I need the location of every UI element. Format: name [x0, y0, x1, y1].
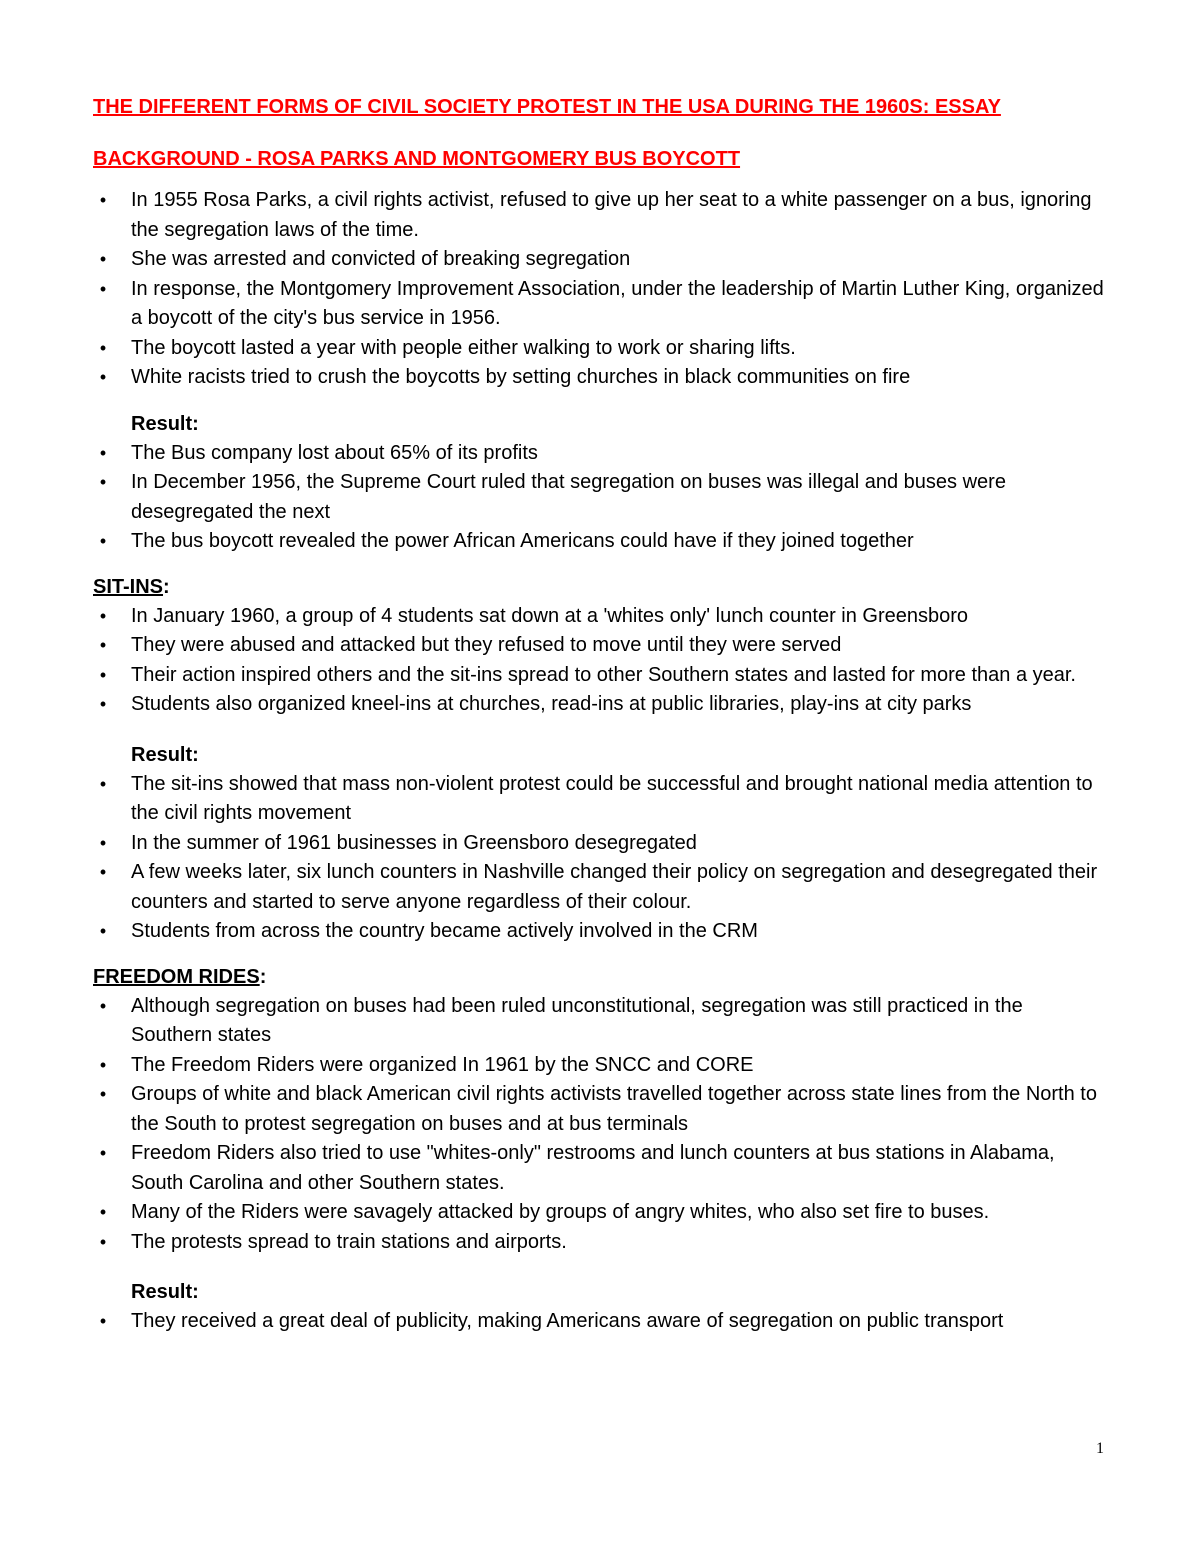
- bullet-icon: •: [99, 773, 107, 794]
- list-item: • Many of the Riders were savagely attacked by groups of angry whites, who also set fire to buses.: [93, 1198, 1108, 1228]
- bullet-icon: •: [99, 531, 107, 551]
- bullet-icon: •: [99, 472, 107, 492]
- freedom-rides-result-list: [93, 1307, 1108, 1337]
- list-item: • In the summer of 1961 businesses in Greensboro desegregated: [93, 829, 1108, 859]
- sit-ins-heading: SIT-INS:: [93, 575, 170, 598]
- list-item: • In January 1960, a group of 4 students sat down at a 'whites only' lunch counter in Greensboro: [93, 602, 1108, 632]
- list-item: • Groups of white and black American civil rights activists travelled together across state lines from the North to the South to protest segregation on buses and at bus terminals: [93, 1080, 1108, 1139]
- freedom-rides-list: [93, 992, 1108, 1258]
- bullet-icon: •: [99, 278, 107, 299]
- bullet-icon: •: [99, 1143, 107, 1163]
- list-item: • Their action inspired others and the sit-ins spread to other Southern states and lasted for more than a year.: [93, 661, 1108, 691]
- freedom-rides-heading: FREEDOM RIDES:: [93, 965, 267, 988]
- bullet-icon: •: [99, 635, 107, 655]
- bullet-icon: •: [99, 694, 107, 714]
- bullet-icon: •: [99, 832, 107, 853]
- bullet-icon: •: [99, 1054, 107, 1075]
- list-item: • White racists tried to crush the boycotts by setting churches in black communities on fire: [93, 363, 1108, 393]
- bullet-icon: •: [99, 1084, 107, 1104]
- bullet-icon: •: [99, 337, 107, 358]
- list-item: • In response, the Montgomery Improvement Association, under the leadership of Martin Luther King, organized a boycott of the city's bus service in 1956.: [93, 275, 1108, 334]
- list-item: • Although segregation on buses had been ruled unconstitutional, segregation was still practiced in the Southern states: [93, 992, 1108, 1051]
- background-result-list: [93, 439, 1108, 557]
- background-heading: BACKGROUND - ROSA PARKS AND MONTGOMERY BUS BOYCOTT: [93, 148, 741, 170]
- sit-ins-result-list: [93, 770, 1108, 947]
- sit-ins-list: [93, 602, 1108, 720]
- list-item: • Freedom Riders also tried to use "whites-only" restrooms and lunch counters at bus stations in Alabama, South Carolina and other Southern states.: [93, 1139, 1108, 1198]
- list-item: • The bus boycott revealed the power African Americans could have if they joined together: [93, 527, 1108, 557]
- background-result-label: Result:: [131, 412, 199, 435]
- freedom-rides-result-label: Result:: [131, 1281, 199, 1303]
- list-item: • The Freedom Riders were organized In 1961 by the SNCC and CORE: [93, 1051, 1108, 1081]
- background-list: [93, 186, 1108, 393]
- sit-ins-result-label: Result:: [131, 743, 199, 766]
- list-item: • A few weeks later, six lunch counters in Nashville changed their policy on segregation and desegregated their counters and started to serve anyone regardless of their colour.: [93, 858, 1108, 917]
- list-item: • Students from across the country became actively involved in the CRM: [93, 917, 1108, 947]
- list-item: • The Bus company lost about 65% of its profits: [93, 439, 1108, 469]
- list-item: • Students also organized kneel-ins at churches, read-ins at public libraries, play-ins at city parks: [93, 690, 1108, 720]
- bullet-icon: •: [99, 1231, 107, 1252]
- bullet-icon: •: [99, 1311, 107, 1331]
- list-item: • The protests spread to train stations and airports.: [93, 1228, 1108, 1258]
- bullet-icon: •: [99, 664, 107, 685]
- bullet-icon: •: [99, 1202, 107, 1222]
- list-item: • The sit-ins showed that mass non-violent protest could be successful and brought national media attention to the civil rights movement: [93, 770, 1108, 829]
- list-item: • They were abused and attacked but they refused to move until they were served: [93, 631, 1108, 661]
- list-item: • In 1955 Rosa Parks, a civil rights activist, refused to give up her seat to a white passenger on a bus, ignoring the segregation laws of the time.: [93, 186, 1108, 245]
- list-item: • They received a great deal of publicity, making Americans aware of segregation on public transport: [93, 1307, 1108, 1337]
- document-content: [93, 92, 1108, 1337]
- page-number: 1: [1096, 1440, 1104, 1457]
- list-item: • She was arrested and convicted of breaking segregation: [93, 245, 1108, 275]
- list-item: • In December 1956, the Supreme Court ruled that segregation on buses was illegal and buses were desegregated the next: [93, 468, 1108, 527]
- bullet-icon: •: [99, 995, 107, 1016]
- bullet-icon: •: [99, 921, 107, 941]
- bullet-icon: •: [99, 862, 107, 882]
- bullet-icon: •: [99, 367, 107, 387]
- bullet-icon: •: [99, 442, 107, 463]
- list-item: • The boycott lasted a year with people either walking to work or sharing lifts.: [93, 334, 1108, 364]
- bullet-icon: •: [99, 605, 107, 626]
- document-title: THE DIFFERENT FORMS OF CIVIL SOCIETY PROTEST IN THE USA DURING THE 1960S: ESSAY: [93, 96, 1001, 118]
- bullet-icon: •: [99, 249, 107, 269]
- bullet-icon: •: [99, 190, 107, 210]
